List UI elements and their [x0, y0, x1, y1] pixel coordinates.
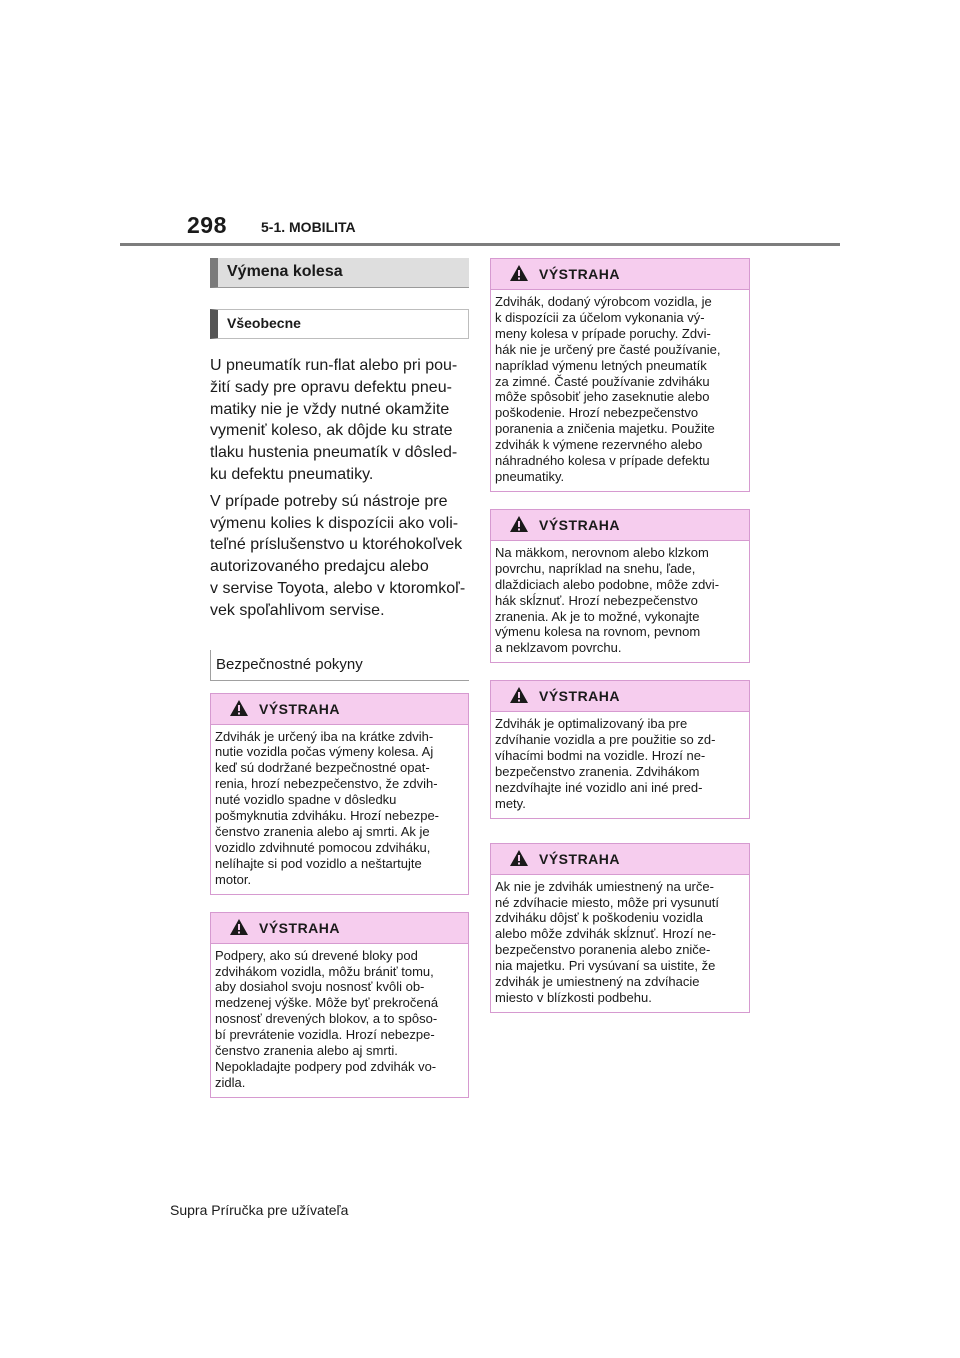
warning-title: VÝSTRAHA — [539, 516, 621, 533]
section-heading: Výmena kolesa — [210, 258, 469, 288]
warning-box — [490, 680, 750, 818]
warning-title: VÝSTRAHA — [259, 700, 341, 717]
warning-header — [491, 259, 749, 290]
warning-text: Zdvihák je určený iba na krátke zdvih- nutie vozidla počas výmeny kolesa. Aj keď sú dodržané bezpečnostné opat- renia, hrozí nebezpečenstvo, že zdvih- nuté vozidlo spadne v dôsledku pošmyknutia zdviháku. Hrozí nebezpe- čenstvo zranenia alebo aj smrti. Ak je vozidlo zdvihnuté pomocou zdviháku, nelíhajte si pod vozidlo a neštartujte motor. — [215, 728, 440, 887]
left-column — [210, 258, 469, 1098]
warning-triangle-icon — [509, 686, 529, 704]
warning-text: Ak nie je zdvihák umiestnený na urče- né zdvíhacie miesto, môže pri vysunutí zdviháku dôjsť k poškodeniu vozidla alebo môže zdvihák skĺznuť. Hrozí ne- bezpečenstvo poranenia alebo zniče- nia majetku. Pri vysúvaní sa uistite, že zdvihák je umiestnený na zdvíhacie miesto v blízkosti podbehu. — [495, 878, 719, 1005]
subsection-heading: Všeobecne — [210, 309, 469, 339]
warning-triangle-icon — [229, 918, 249, 936]
warning-box — [490, 843, 750, 1013]
warning-text: Zdvihák, dodaný výrobcom vozidla, je k dispozícii za účelom vykonania vý- meny kolesa v prípade poruchy. Zdvi- hák nie je určený pre časté používanie, napríklad výmenu letných pneumatík za zimné. Časté používanie zdviháku môže spôsobiť jeho zaseknutie alebo poškodenie. Hrozí nebezpečenstvo poranenia a zničenia majetku. Použite zdvihák k výmene rezervného alebo náhradného kolesa v prípade defektu pneumatiky. — [495, 294, 721, 484]
warning-box — [490, 258, 750, 492]
warning-header — [491, 844, 749, 875]
warning-box — [490, 509, 750, 663]
section-label: 5-1. MOBILITA — [261, 219, 356, 235]
warning-triangle-icon — [509, 264, 529, 282]
body-paragraph: U pneumatík run-flat alebo pri pou- žití sady pre opravu defektu pneu- matiky nie je vždy nutné okamžite vymeniť koleso, ak dôjde ku strate tlaku hustenia pneumatík v dôsled- ku defektu pneumatiky. — [210, 357, 458, 483]
warning-triangle-icon — [509, 515, 529, 533]
page-number: 298 — [187, 212, 227, 238]
warning-header — [211, 913, 468, 944]
warning-text: Zdvihák je optimalizovaný iba pre zdvíhanie vozidla a pre použitie so zd- víhacími bodmi na vozidle. Hrozí ne- bezpečenstvo zranenia. Zdvihákom nezdvíhajte iné vozidlo ani iné pred- mety. — [495, 716, 716, 811]
warning-triangle-icon — [229, 699, 249, 717]
warning-text: Na mäkkom, nerovnom alebo klzkom povrchu, napríklad na snehu, ľade, dlaždiciach alebo podobne, môže zdvi- hák skĺznuť. Hrozí nebezpečenstvo zranenia. Ak je to možné, vykonajte výmenu kolesa na rovnom, pevnom a neklzavom povrchu. — [495, 544, 720, 656]
footer-text: Supra Príručka pre užívateľa — [170, 1202, 349, 1218]
warning-header — [491, 510, 749, 541]
header-rule — [120, 243, 840, 246]
subsection-title: Bezpečnostné pokyny — [210, 650, 469, 681]
warning-title: VÝSTRAHA — [539, 688, 621, 705]
warning-header — [491, 681, 749, 712]
warning-header — [211, 694, 468, 725]
body-paragraph: V prípade potreby sú nástroje pre výmenu kolies k dispozícii ako voli- teľné príslušenstvo u ktoréhokoľvek autorizovaného predajcu alebo v servise Toyota, alebo v ktoromkoľ- vek spoľahlivom servise. — [210, 492, 466, 619]
warning-triangle-icon — [509, 849, 529, 867]
warning-text: Podpery, ako sú drevené bloky pod zdvihákom vozidla, môžu brániť tomu, aby dosiahol svoju nosnosť kvôli ob- medzenej výške. Môže byť prekročená nosnosť drevených blokov, a to spôso- bí prevrátenie vozidla. Hrozí nebezpe- čenstvo zranenia alebo aj smrti. Nepokladajte podpery pod zdvihák vo- zidla. — [215, 947, 439, 1090]
right-column — [490, 258, 750, 1013]
warning-title: VÝSTRAHA — [539, 850, 621, 867]
warning-box — [210, 912, 469, 1098]
warning-box — [210, 693, 469, 895]
warning-title: VÝSTRAHA — [539, 266, 621, 282]
warning-title: VÝSTRAHA — [259, 919, 341, 936]
